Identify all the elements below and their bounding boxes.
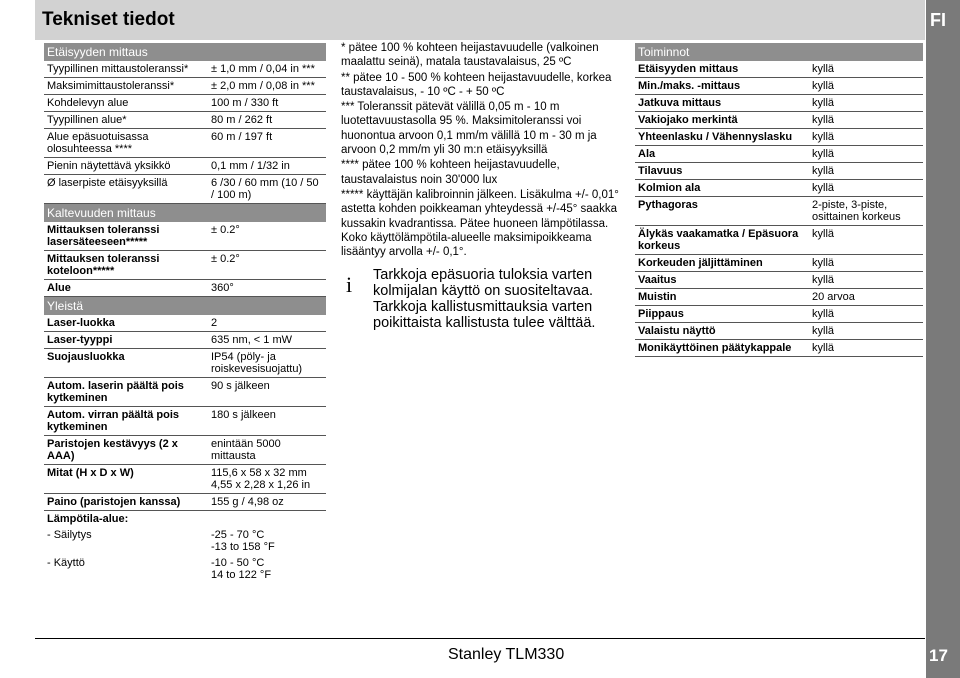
spec-value: 360° [208, 280, 326, 297]
specs-table [44, 43, 326, 583]
function-row [635, 306, 923, 323]
storage-temp-value [208, 527, 326, 555]
spec-value: 115,6 x 58 x 32 mm 4,55 x 2,28 x 1,26 in [208, 465, 326, 494]
function-row [635, 95, 923, 112]
info-icon: i [346, 272, 353, 297]
spec-value: 6 /30 / 60 mm (10 / 50 / 100 m) [208, 175, 326, 204]
functions-table [635, 43, 923, 357]
function-value: kyllä [809, 163, 923, 180]
function-label: Tilavuus [635, 163, 809, 180]
footnote: ** pätee 10 - 500 % kohteen heijastavuudelle, korkea taustavalaisus, - 10 ºC - + 50 ºC [341, 71, 612, 98]
function-row [635, 129, 923, 146]
spec-value: ± 2,0 mm / 0,08 in *** [208, 78, 326, 95]
function-value: kyllä [809, 78, 923, 95]
page-title: Tekniset tiedot [42, 9, 175, 30]
spec-label: Suojausluokka [44, 349, 208, 378]
function-value: kyllä [809, 323, 923, 340]
function-label: Valaistu näyttö [635, 323, 809, 340]
function-row [635, 272, 923, 289]
section-title: Etäisyyden mittaus [44, 43, 326, 61]
temperature-row [44, 511, 326, 528]
function-row [635, 146, 923, 163]
storage-temp-c: -25 - 70 °C [211, 529, 265, 541]
function-row [635, 180, 923, 197]
function-label: Min./maks. -mittaus [635, 78, 809, 95]
spec-value: 180 s jälkeen [208, 407, 326, 436]
spec-value: 100 m / 330 ft [208, 95, 326, 112]
function-value: kyllä [809, 226, 923, 255]
function-value: kyllä [809, 255, 923, 272]
spec-value: 155 g / 4,98 oz [208, 494, 326, 511]
function-label: Yhteenlasku / Vähennyslasku [635, 129, 809, 146]
spec-label: Paino (paristojen kanssa) [44, 494, 208, 511]
function-value: kyllä [809, 129, 923, 146]
use-temp-c: -10 - 50 °C [211, 557, 265, 569]
spec-row [44, 315, 326, 332]
spec-label: Pienin näytettävä yksikkö [44, 158, 208, 175]
spec-value: 635 nm, < 1 mW [208, 332, 326, 349]
function-label: Älykäs vaakamatka / Epäsuora korkeus [635, 226, 809, 255]
spec-label: Autom. virran päältä pois kytkeminen [44, 407, 208, 436]
function-row [635, 323, 923, 340]
tripod-note [373, 267, 618, 331]
spec-label: Laser-tyyppi [44, 332, 208, 349]
spec-label: Kohdelevyn alue [44, 95, 208, 112]
function-value: kyllä [809, 272, 923, 289]
function-value: kyllä [809, 340, 923, 357]
spec-row [44, 436, 326, 465]
storage-temp-f: -13 to 158 °F [211, 541, 275, 553]
spec-row [44, 112, 326, 129]
function-label: Etäisyyden mittaus [635, 61, 809, 78]
spec-label: Ø laserpiste etäisyyksillä [44, 175, 208, 204]
function-row [635, 197, 923, 226]
function-label: Monikäyttöinen päätykappale [635, 340, 809, 357]
spec-row [44, 158, 326, 175]
footnote: *** Toleranssit pätevät välillä 0,05 m - 10 m luotettavuustasolla 95 %. Maksimitoleranssi voi huonontua arvoon 0,1 mm/m välillä 10 m - 30 m ja arvoon 0,2 mm/m yli 30 m:n etäisyyksillä [341, 101, 597, 157]
spec-label: Mittauksen toleranssi koteloon***** [44, 251, 208, 280]
function-label: Ala [635, 146, 809, 163]
storage-label: - Säilytys [47, 529, 92, 541]
spec-label: Laser-luokka [44, 315, 208, 332]
spec-label: Alue epäsuotuisassa olosuhteessa **** [44, 129, 208, 158]
spec-value: ± 0.2° [208, 251, 326, 280]
footnote: ***** käyttäjän kalibroinnin jälkeen. Lisäkulma +/- 0,01° astetta kohden poikkeaman yhteydessä +/-45° saakka kussakin kvadrantissa. Pätee huoneen lämpötilassa. Koko käyttölämpötila-alueelle maksimipoikkeama lisääntyy arvolla +/- 0,1°. [341, 188, 619, 259]
function-value: kyllä [809, 180, 923, 197]
section-title: Toiminnot [635, 43, 923, 61]
tilt-note-line: Tarkkoja kallistusmittauksia varten poikittaista kallistusta tulee välttää. [373, 299, 596, 331]
footer-rule [35, 638, 925, 639]
function-row [635, 78, 923, 95]
function-value: kyllä [809, 146, 923, 163]
footnotes [341, 41, 625, 260]
function-label: Kolmion ala [635, 180, 809, 197]
spec-row [44, 175, 326, 204]
function-value: kyllä [809, 112, 923, 129]
spec-value: 0,1 mm / 1/32 in [208, 158, 326, 175]
section-header [44, 204, 326, 223]
function-row [635, 340, 923, 357]
spec-row [44, 222, 326, 251]
function-row [635, 255, 923, 272]
spec-label: Tyypillinen alue* [44, 112, 208, 129]
spec-row [44, 251, 326, 280]
footer-model-name: Stanley TLM330 [448, 646, 565, 663]
function-label: Pythagoras [635, 197, 809, 226]
use-label: - Käyttö [47, 557, 85, 569]
spec-row [44, 61, 326, 78]
spec-value: IP54 (pöly- ja roiskevesisuojattu) [208, 349, 326, 378]
spec-row [44, 494, 326, 511]
spec-row [44, 95, 326, 112]
spec-value: ± 0.2° [208, 222, 326, 251]
function-label: Piippaus [635, 306, 809, 323]
use-temp-value [208, 555, 326, 583]
section-title: Yleistä [44, 297, 326, 316]
use-temp-row [44, 555, 326, 583]
side-tab-strip [926, 0, 960, 678]
function-label: Vaaitus [635, 272, 809, 289]
function-label: Korkeuden jäljittäminen [635, 255, 809, 272]
language-label: FI [930, 10, 946, 30]
function-row [635, 226, 923, 255]
spec-value: ± 1,0 mm / 0,04 in *** [208, 61, 326, 78]
spec-label: Paristojen kestävyys (2 x AAA) [44, 436, 208, 465]
function-label: Vakiojako merkintä [635, 112, 809, 129]
spec-label: Alue [44, 280, 208, 297]
function-value: 20 arvoa [809, 289, 923, 306]
spec-value: 2 [208, 315, 326, 332]
temperature-label: Lämpötila-alue: [47, 513, 129, 525]
spec-row [44, 407, 326, 436]
function-row [635, 61, 923, 78]
spec-value: 80 m / 262 ft [208, 112, 326, 129]
spec-label: Maksimimittaustoleranssi* [44, 78, 208, 95]
spec-row [44, 280, 326, 297]
spec-value: 90 s jälkeen [208, 378, 326, 407]
spec-value: enintään 5000 mittausta [208, 436, 326, 465]
section-header [44, 43, 326, 61]
section-header [635, 43, 923, 61]
spec-row [44, 378, 326, 407]
function-row [635, 163, 923, 180]
spec-label: Mittauksen toleranssi lasersäteeseen***** [44, 222, 208, 251]
spec-label: Tyypillinen mittaustoleranssi* [44, 61, 208, 78]
storage-temp-row [44, 527, 326, 555]
function-value: kyllä [809, 306, 923, 323]
function-label: Jatkuva mittaus [635, 95, 809, 112]
function-row [635, 112, 923, 129]
footnote: **** pätee 100 % kohteen heijastavuudelle, taustavalaistus noin 30'000 lux [341, 159, 560, 186]
section-header [44, 297, 326, 316]
spec-label: Autom. laserin päältä pois kytkeminen [44, 378, 208, 407]
spec-row [44, 465, 326, 494]
footnote: * pätee 100 % kohteen heijastavuudelle (valkoinen maalattu seinä), matala taustavalaisus, 25 ºC [341, 42, 599, 69]
tripod-note-line: Tarkkoja epäsuoria tuloksia varten kolmijalan käyttö on suositeltavaa. [373, 267, 594, 299]
section-title: Kaltevuuden mittaus [44, 204, 326, 223]
spec-row [44, 332, 326, 349]
spec-row [44, 78, 326, 95]
use-temp-f: 14 to 122 °F [211, 569, 272, 581]
function-label: Muistin [635, 289, 809, 306]
page-number: 17 [929, 646, 948, 665]
spec-row [44, 129, 326, 158]
function-value: 2-piste, 3-piste, osittainen korkeus [809, 197, 923, 226]
spec-row [44, 349, 326, 378]
function-value: kyllä [809, 95, 923, 112]
spec-label: Mitat (H x D x W) [44, 465, 208, 494]
function-value: kyllä [809, 61, 923, 78]
spec-value: 60 m / 197 ft [208, 129, 326, 158]
function-row [635, 289, 923, 306]
